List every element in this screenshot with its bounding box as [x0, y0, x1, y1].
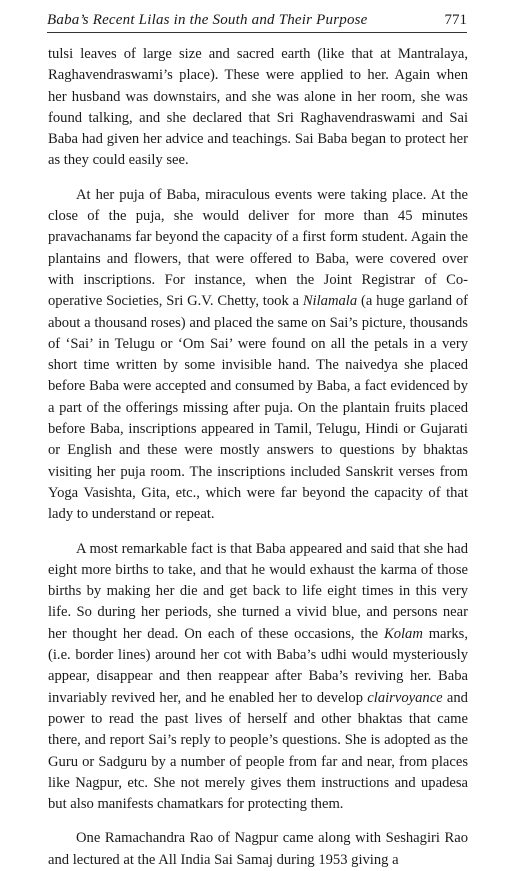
- paragraph-text: At her puja of Baba, miraculous events were taking place. At the close of the puja, she would deliver for more than 45 minutes pravachanams far beyond the capacity of a first form student. Again the plantains and flowers, that were offered to Baba, were covered over with inscriptions. For instance, when the Joint Registrar of Co-operative Societies, Sri G.V. Chetty, took a: [48, 186, 468, 310]
- paragraph-eight-births: [48, 539, 468, 816]
- italic-term-clairvoyance: clairvoyance: [367, 689, 443, 706]
- paragraph-ramachandra-rao: One Ramachandra Rao of Nagpur came along with Seshagiri Rao and lectured at the All India Sai Samaj during 1953 giving a: [48, 830, 468, 868]
- body-text: [48, 44, 468, 871]
- paragraph-text: marks, (i.e. border lines) around her cot with Baba’s udhi would mysteriously appear, disappear and then reappear after Baba’s reviving her. Baba invariably revived her, and he enabled her to develop: [48, 625, 469, 706]
- page-number: 771: [444, 12, 467, 28]
- running-title: Baba’s Recent Lilas in the South and Their Purpose: [47, 12, 368, 28]
- paragraph-text: (a huge garland of about a thousand roses) and placed the same on Sai’s picture, thousands of ‘Sai’ in Telugu or ‘Om Sai’ were found on all the petals in a very short time written by some invisible hand. The naivedya she placed before Baba were accepted and consumed by Baba, a fact evidenced by a part of the offerings missing after puja. On the plantain fruits placed before Baba, inscriptions appeared in Tamil, Telugu, Hindi or Gujarati or English and these were mostly answers to questions by bhaktas visiting her puja room. The inscriptions included Sanskrit verses from Yoga Vasishta, Gita, etc., which were far beyond the capacity of that lady to understand or repeat.: [48, 293, 468, 523]
- italic-term-kolam: Kolam: [383, 625, 423, 642]
- paragraph-puja-miracles: [48, 185, 468, 526]
- paragraph-text: and power to read the past lives of herself and other bhaktas that came there, and report Sai’s reply to people’s questions. She is adopted as the Guru or Sadguru by a number of people from far and near, from places like Nagpur, etc. She not merely gives them instructions and upadesa but also manifests chamatkars for protecting them.: [48, 689, 468, 813]
- paragraph-text: A most remarkable fact is that Baba appeared and said that she had eight more births to take, and that he would exhaust the karma of those births by making her die and get back to life eight times in this very life. So during her periods, she turned a vivid blue, and persons near her thought her dead. On each of these occasions, the: [48, 540, 468, 642]
- running-header: [47, 8, 467, 33]
- paragraph-continued: tulsi leaves of large size and sacred earth (like that at Mantralaya, Raghavendraswami’s place). These were applied to her. Again when her husband was downstairs, and she was alone in her room, she was found talking, and she declared that Sri Raghavendraswami and Sai Baba had given her advice and teachings. Sai Baba began to protect her as they could easily see.: [48, 46, 468, 169]
- italic-term-nilamala: Nilamala: [302, 293, 358, 310]
